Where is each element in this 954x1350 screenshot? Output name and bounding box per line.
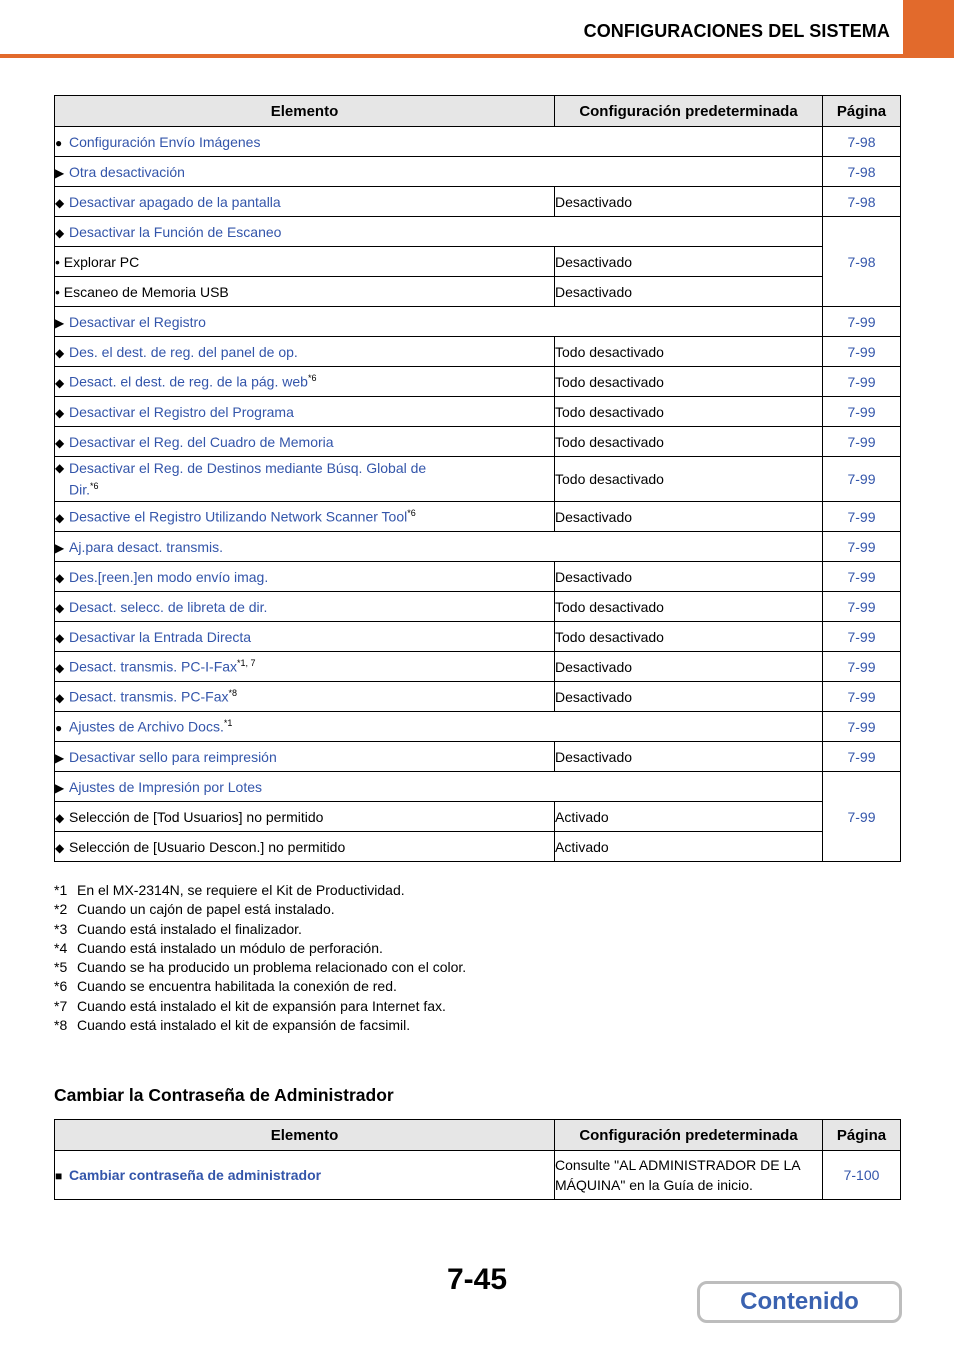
table-row xyxy=(55,277,901,307)
page-link[interactable]: 7-99 xyxy=(823,427,901,457)
item-cell xyxy=(55,187,555,217)
page-link[interactable]: 7-99 xyxy=(823,307,901,337)
footnote: *2 Cuando un cajón de papel está instalado. xyxy=(54,901,335,918)
default-value: Todo desactivado xyxy=(555,457,823,502)
page-link[interactable]: 7-99 xyxy=(823,367,901,397)
table-row xyxy=(55,532,901,562)
page-link[interactable]: 7-99 xyxy=(823,712,901,742)
item-cell xyxy=(55,802,555,832)
footnote-ref: *6 xyxy=(407,508,416,519)
page-link[interactable]: 7-99 xyxy=(823,592,901,622)
default-value: Desactivado xyxy=(555,502,823,532)
item-label: Selección de [Usuario Descon.] no permitido xyxy=(69,838,346,855)
default-value: Desactivado xyxy=(555,247,823,277)
page-link[interactable]: 7-98 xyxy=(823,127,901,157)
default-value: Desactivado xyxy=(555,187,823,217)
item-label: Selección de [Tod Usuarios] no permitido xyxy=(69,808,324,825)
diamond-bullet-icon: ◆ xyxy=(55,690,65,705)
table-header-row xyxy=(55,1120,901,1151)
diamond-bullet-icon: ◆ xyxy=(55,375,65,390)
default-value: Desactivado xyxy=(555,742,823,772)
column-header-item: Elemento xyxy=(55,1120,555,1151)
column-header-item: Elemento xyxy=(55,96,555,127)
page-link[interactable]: 7-99 xyxy=(823,397,901,427)
diamond-bullet-icon: ◆ xyxy=(55,461,65,476)
diamond-bullet-icon: ◆ xyxy=(55,405,65,420)
table-row xyxy=(55,652,901,682)
table-row xyxy=(55,622,901,652)
column-header-default: Configuración predeterminada xyxy=(555,1120,823,1151)
item-link[interactable]: Desactivar el Registro del Programa xyxy=(69,403,294,420)
footnote: *1 En el MX-2314N, se requiere el Kit de Productividad. xyxy=(54,882,405,898)
footnote-ref: *8 xyxy=(228,688,237,699)
table-row xyxy=(55,742,901,772)
header-accent-tab xyxy=(903,0,954,54)
item-cell xyxy=(55,397,555,427)
default-value: Todo desactivado xyxy=(555,592,823,622)
item-link[interactable]: Desactive el Registro Utilizando Network Scanner Tool xyxy=(69,508,408,525)
default-value: Activado xyxy=(555,832,823,862)
table-row xyxy=(55,802,901,832)
footnote: *6 Cuando se encuentra habilitada la conexión de red. xyxy=(54,978,397,995)
settings-table xyxy=(54,95,901,862)
page-link[interactable]: 7-99 xyxy=(823,652,901,682)
footnote-ref: *6 xyxy=(307,373,317,384)
footnote-ref: *1 xyxy=(223,718,233,729)
default-value: Desactivado xyxy=(555,562,823,592)
table-row xyxy=(55,157,901,187)
item-cell xyxy=(55,217,823,247)
item-cell xyxy=(55,367,555,397)
table-row xyxy=(55,592,901,622)
page-number: 7-45 xyxy=(446,1263,508,1296)
diamond-bullet-icon: ◆ xyxy=(55,195,65,210)
item-cell xyxy=(55,337,555,367)
diamond-bullet-icon: ◆ xyxy=(55,570,65,585)
item-cell xyxy=(55,457,555,502)
footnote: *8 Cuando está instalado el kit de expansión de facsimil. xyxy=(54,1017,411,1034)
default-value: Todo desactivado xyxy=(555,337,823,367)
default-value: Consulte "AL ADMINISTRADOR DE LA MÁQUINA" en la Guía de inicio. xyxy=(555,1151,823,1200)
item-link[interactable]: Desactivar el Reg. del Cuadro de Memoria xyxy=(69,433,334,450)
page-link[interactable]: 7-100 xyxy=(823,1151,901,1200)
default-value: Desactivado xyxy=(555,277,823,307)
table-row xyxy=(55,562,901,592)
page-link[interactable]: 7-99 xyxy=(823,457,901,502)
page-link[interactable]: 7-99 xyxy=(823,622,901,652)
item-link[interactable]: Desact. selecc. de libreta de dir. xyxy=(69,598,268,615)
item-cell xyxy=(55,1151,555,1200)
table-row xyxy=(55,832,901,862)
default-value: Todo desactivado xyxy=(555,427,823,457)
item-link[interactable]: Des.[reen.]en modo envío imag. xyxy=(69,568,269,585)
table-row xyxy=(55,457,901,502)
page-link[interactable]: 7-98 xyxy=(823,157,901,187)
page-link[interactable]: 7-99 xyxy=(823,742,901,772)
diamond-bullet-icon: ◆ xyxy=(55,630,65,645)
circle-bullet-icon: ● xyxy=(55,135,63,150)
page-link[interactable]: 7-99 xyxy=(823,682,901,712)
table-row xyxy=(55,1151,901,1200)
item-link[interactable]: Desactivar la Función de Escaneo xyxy=(69,223,282,240)
table-row xyxy=(55,772,901,802)
column-header-default: Configuración predeterminada xyxy=(555,96,823,127)
column-header-page: Página xyxy=(823,1120,901,1151)
item-link[interactable]: Desactivar la Entrada Directa xyxy=(69,628,252,645)
circle-bullet-icon: ● xyxy=(55,720,63,735)
table-row xyxy=(55,217,901,247)
item-cell xyxy=(55,682,555,712)
item-cell xyxy=(55,502,555,532)
item-cell xyxy=(55,622,555,652)
diamond-bullet-icon: ◆ xyxy=(55,510,65,525)
footnote-ref: *1, 7 xyxy=(237,658,256,669)
section-heading: Cambiar la Contraseña de Administrador xyxy=(54,1085,394,1105)
page-link[interactable]: 7-98 xyxy=(823,187,901,217)
item-cell: • Explorar PC xyxy=(55,247,555,277)
diamond-bullet-icon: ◆ xyxy=(55,225,65,240)
item-link[interactable]: Ajustes de Archivo Docs. xyxy=(69,718,224,735)
table-row xyxy=(55,682,901,712)
table-row xyxy=(55,307,901,337)
diamond-bullet-icon: ◆ xyxy=(55,840,65,855)
item-link[interactable]: Cambiar contraseña de administrador xyxy=(69,1167,322,1183)
footnote: *3 Cuando está instalado el finalizador. xyxy=(54,920,302,937)
item-link[interactable]: Aj.para desact. transmis. xyxy=(69,538,224,555)
page-link[interactable]: 7-99 xyxy=(823,562,901,592)
default-value: Todo desactivado xyxy=(555,397,823,427)
table-row xyxy=(55,247,901,277)
default-value: Activado xyxy=(555,802,823,832)
page-link[interactable]: 7-99 xyxy=(823,532,901,562)
triangle-bullet-icon: ▶ xyxy=(55,780,65,795)
triangle-bullet-icon: ▶ xyxy=(55,315,65,330)
table-row xyxy=(55,127,901,157)
item-link[interactable]: Desactivar sello para reimpresión xyxy=(69,748,277,765)
page-link[interactable]: 7-99 xyxy=(823,337,901,367)
table-row xyxy=(55,502,901,532)
footnote-ref: *6 xyxy=(90,481,99,492)
footnote: *4 Cuando está instalado un módulo de perforación. xyxy=(54,939,383,956)
item-cell xyxy=(55,652,555,682)
page-link[interactable]: 7-98 xyxy=(823,217,901,307)
item-cell xyxy=(55,832,555,862)
table-row xyxy=(55,397,901,427)
footnote: *7 Cuando está instalado el kit de expansión para Internet fax. xyxy=(54,997,446,1014)
item-cell: • Escaneo de Memoria USB xyxy=(55,277,555,307)
default-value: Todo desactivado xyxy=(555,367,823,397)
item-cell xyxy=(55,562,555,592)
footnotes xyxy=(54,881,466,1035)
triangle-bullet-icon: ▶ xyxy=(55,540,65,555)
footnote: *5 Cuando se ha producido un problema relacionado con el color. xyxy=(54,959,467,976)
item-link[interactable]: Desact. transmis. PC-I-Fax xyxy=(69,658,238,675)
admin-password-table xyxy=(54,1119,901,1200)
item-link[interactable]: Desactivar el Registro xyxy=(69,313,206,330)
item-cell xyxy=(55,742,555,772)
triangle-bullet-icon: ▶ xyxy=(55,750,65,765)
item-link[interactable]: Desactivar el Reg. de Destinos mediante Búsq. Global de Dir. xyxy=(69,460,427,498)
default-value: Desactivado xyxy=(555,682,823,712)
page-link[interactable]: 7-99 xyxy=(823,772,901,862)
table-row xyxy=(55,367,901,397)
item-link[interactable]: Configuración Envío Imágenes xyxy=(69,133,261,150)
default-value: Todo desactivado xyxy=(555,622,823,652)
triangle-bullet-icon: ▶ xyxy=(55,165,65,180)
item-link[interactable]: Ajustes de Impresión por Lotes xyxy=(69,778,262,795)
default-value: Desactivado xyxy=(555,652,823,682)
item-cell xyxy=(55,712,823,742)
table-row xyxy=(55,712,901,742)
header-accent-line xyxy=(0,54,954,58)
item-cell xyxy=(55,427,555,457)
item-cell xyxy=(55,127,823,157)
item-link[interactable]: Otra desactivación xyxy=(69,163,185,180)
item-cell xyxy=(55,307,823,337)
table-row xyxy=(55,187,901,217)
table-row xyxy=(55,337,901,367)
diamond-bullet-icon: ◆ xyxy=(55,810,65,825)
section-title: CONFIGURACIONES DEL SISTEMA xyxy=(583,21,890,41)
item-link[interactable]: Desactivar apagado de la pantalla xyxy=(69,193,281,210)
item-link[interactable]: Desact. transmis. PC-Fax xyxy=(69,688,229,705)
square-bullet-icon: ■ xyxy=(55,1169,63,1183)
item-cell xyxy=(55,592,555,622)
column-header-page: Página xyxy=(823,96,901,127)
diamond-bullet-icon: ◆ xyxy=(55,600,65,615)
diamond-bullet-icon: ◆ xyxy=(55,660,65,675)
page-link[interactable]: 7-99 xyxy=(823,502,901,532)
diamond-bullet-icon: ◆ xyxy=(55,345,65,360)
item-cell xyxy=(55,157,823,187)
diamond-bullet-icon: ◆ xyxy=(55,435,65,450)
item-cell xyxy=(55,532,823,562)
table-header-row xyxy=(55,96,901,127)
item-cell xyxy=(55,772,823,802)
contents-button[interactable]: Contenido xyxy=(697,1281,902,1323)
item-link[interactable]: Des. el dest. de reg. del panel de op. xyxy=(69,343,298,360)
item-link[interactable]: Desact. el dest. de reg. de la pág. web xyxy=(69,373,308,390)
table-row xyxy=(55,427,901,457)
